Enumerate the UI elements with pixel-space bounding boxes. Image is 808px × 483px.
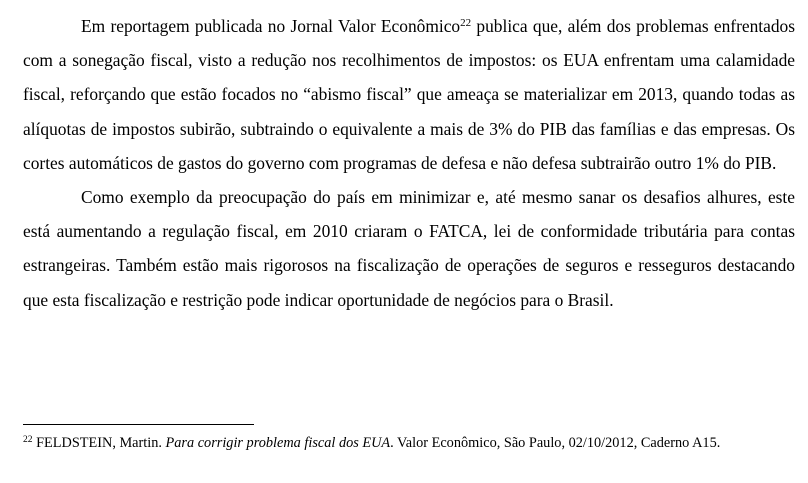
footnote-reference[interactable]: 22 <box>460 17 472 29</box>
footnote-title: Para corrigir problema fiscal dos EUA <box>165 435 391 451</box>
body-text <box>23 9 795 317</box>
paragraph-1-text-end: publica que, além dos problemas enfrentados com a sonegação fiscal, visto a redução nos recolhimentos de impostos: os EUA enfrentam uma calamidade fiscal, reforçando que estão focados no “abismo fiscal” que ameaça se materializar em 2013, quando todas as alíquotas de impostos subirão, subtraindo o equivalente a mais de 3% do PIB das famílias e das empresas. Os cortes automáticos de gastos do governo com programas de defesa e não defesa subtrairão outro 1% do PIB. <box>23 16 795 173</box>
footnote <box>23 434 795 453</box>
paragraph-2: Como exemplo da preocupação do país em minimizar e, até mesmo sanar os desafios alhures, este está aumentando a regulação fiscal, em 2010 criaram o FATCA, lei de conformidade tributária para contas estrangeiras. Também estão mais rigorosos na fiscalização de operações de seguros e resseguros destacando que esta fiscalização e restrição pode indicar oportunidade de negócios para o Brasil. <box>23 187 795 310</box>
footnote-details: . Valor Econômico, São Paulo, 02/10/2012, Caderno A15. <box>390 435 721 451</box>
paragraph-1-text-start: Em reportagem publicada no Jornal Valor Econômico <box>81 16 461 36</box>
footnote-separator <box>23 424 254 425</box>
document-page <box>23 0 795 483</box>
footnote-number: 22 <box>23 435 33 445</box>
paragraph-1 <box>23 9 795 180</box>
footnote-author: FELDSTEIN, Martin. <box>32 435 166 451</box>
